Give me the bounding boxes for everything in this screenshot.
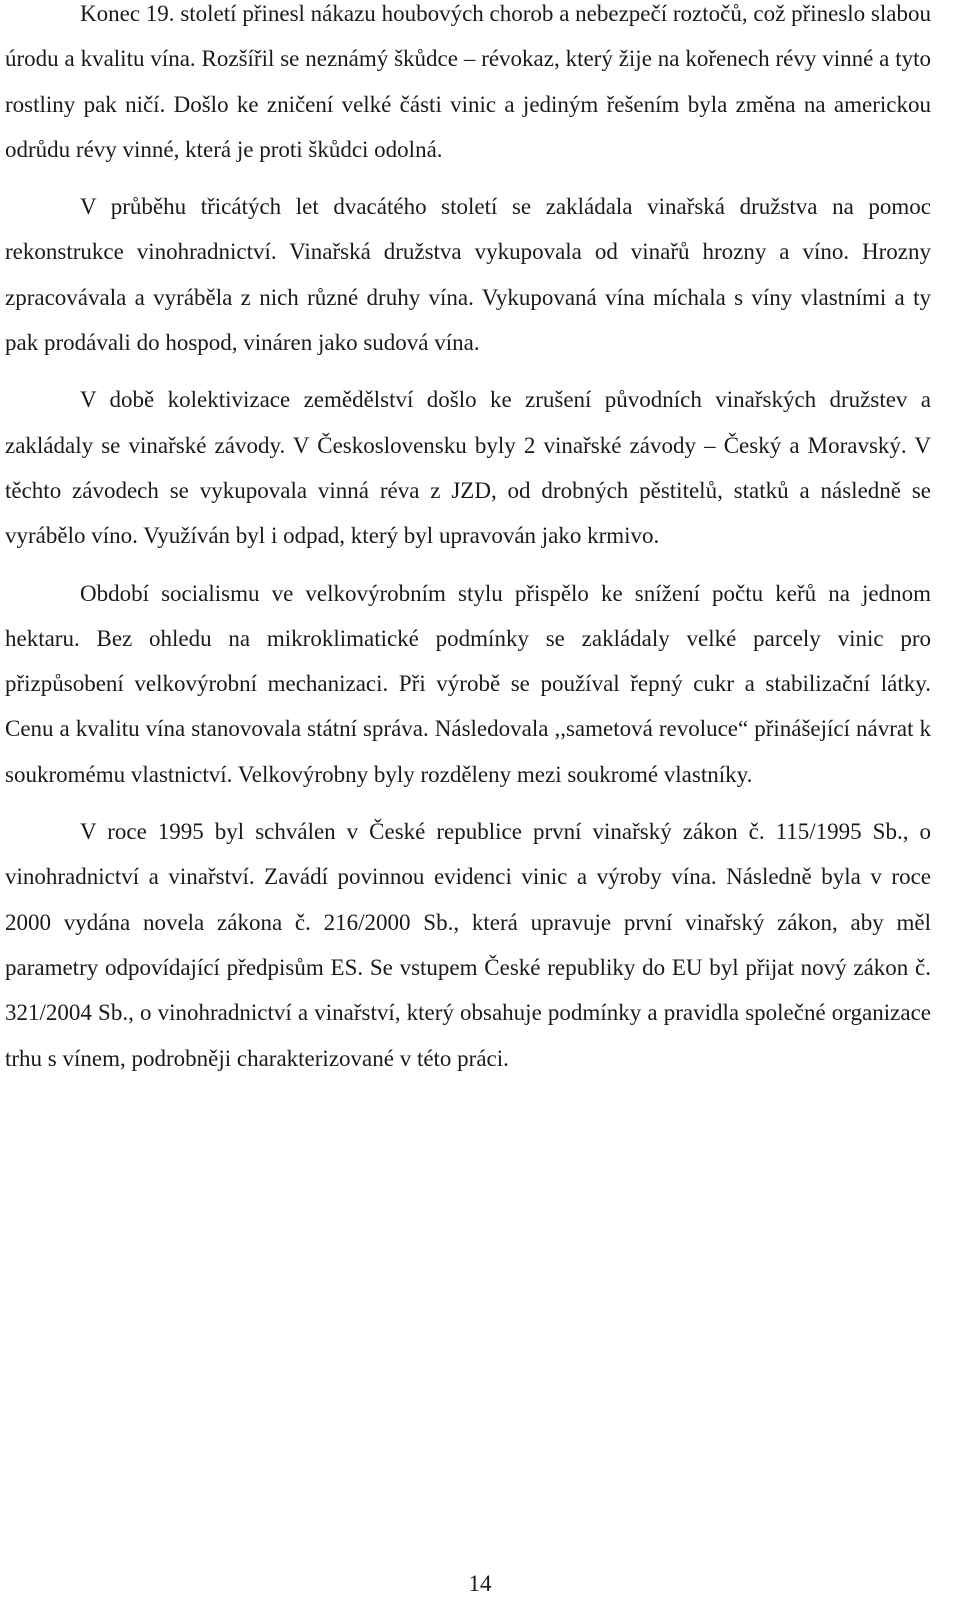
paragraph-collectivization: V době kolektivizace zemědělství došlo ke zrušení původních vinařských družstev a zakládaly se vinařské závody. V Československu byly 2 vinařské závody – Český a Moravský. V těchto závodech se vykupovala vinná réva z JZD, od drobných pěstitelů, statků a následně se vyrábělo víno. Využíván byl i odpad, který byl upravován jako krmivo. [5, 387, 931, 549]
paragraph-wine-law: V roce 1995 byl schválen v České republice první vinařský zákon č. 115/1995 Sb., o vinohradnictví a vinařství. Zavádí povinnou evidenci vinic a výroby vína. Následně byla v roce 2000 vydána novela zákona č. 216/2000 Sb., která upravuje první vinařský zákon, aby měl parametry odpovídající předpisům ES. Se vstupem České republiky do EU byl přijat nový zákon č. 321/2004 Sb., o vinohradnictví a vinařství, který obsahuje podmínky a pravidla společné organizace trhu s vínem, podrobněji charakterizované v této práci. [5, 819, 931, 1071]
paragraph-phylloxera: Konec 19. století přinesl nákazu houbových chorob a nebezpečí roztočů, což přineslo slabou úrodu a kvalitu vína. Rozšířil se neznámý škůdce – révokaz, který žije na kořenech révy vinné a tyto rostliny pak ničí. Došlo ke zničení velké části vinic a jediným řešením byla změna na americkou odrůdu révy vinné, která je proti škůdci odolná. [5, 1, 931, 162]
paragraph-socialism: Období socialismu ve velkovýrobním stylu přispělo ke snížení počtu keřů na jednom hektaru. Bez ohledu na mikroklimatické podmínky se zakládaly velké parcely vinic pro přizpůsobení velkovýrobní mechanizaci. Při výrobě se používal řepný cukr a stabilizační látky. Cenu a kvalitu vína stanovovala státní správa. Následovala ,,sametová revoluce“ přinášející návrat k soukromému vlastnictví. Velkovýrobny byly rozděleny mezi soukromé vlastníky. [5, 580, 931, 787]
page-number: 14 [468, 1571, 492, 1596]
paragraph-cooperatives: V průběhu třicátých let dvacátého století se zakládala vinařská družstva na pomoc rekonstrukce vinohradnictví. Vinařská družstva vykupovala od vinařů hrozny a víno. Hrozny zpracovávala a vyráběla z nich různé druhy vína. Vykupovaná vína míchala s víny vlastními a ty pak prodávali do hospod, vináren jako sudová vína. [5, 194, 931, 356]
document-body [5, 0, 931, 1093]
